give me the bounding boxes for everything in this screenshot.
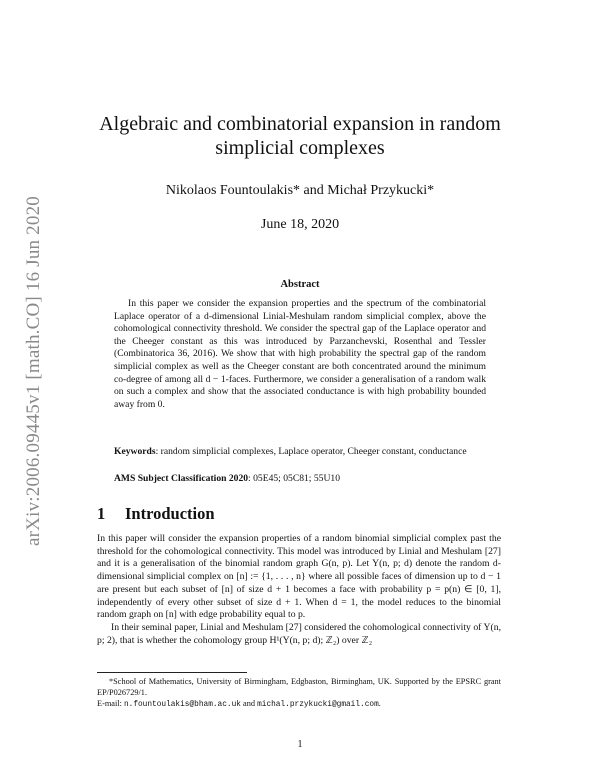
footnote-email: [97, 698, 501, 711]
ams-classification: [114, 473, 494, 486]
page-number: 1: [297, 739, 303, 750]
abstract-paragraph: In this paper we consider the expansion properties and the spectrum of the combinatorial Laplace operator of a d-dimensional Linial-Meshulam random simplicial complex, above the cohomological connectivity threshold. We consider the spectral gap of the Laplace operator and the Cheeger constant as this was introduced by Parzanchevski, Rosenthal and Tessler (Combinatorica 36, 2016). We show that with high probability the spectral gap of the random simplicial complex as well as the Cheeger constant are both concentrated around the minimum co-degree of among all d − 1-faces. Furthermore, we consider a generalisation of a random walk on such a complex and show that the associated conductance is with high probability bounded away from 0.: [114, 298, 486, 410]
abstract-body: [114, 298, 486, 411]
footnote-divider: [97, 672, 247, 673]
arxiv-identifier-stamp: [18, 176, 50, 566]
arxiv-identifier-text: arXiv:2006.09445v1 [math.CO] 16 Jun 2020: [23, 196, 44, 546]
title-line-1: Algebraic and combinatorial expansion in random: [99, 113, 501, 135]
ams-label: AMS Subject Classification 2020: [114, 473, 249, 484]
email-link-przykucki[interactable]: michal.przykucki@gmail.com: [257, 701, 379, 709]
footnote-email-prefix: E-mail:: [97, 699, 124, 708]
title-line-2: simplicial complexes: [215, 137, 385, 159]
keywords-label: Keywords: [114, 446, 156, 457]
keywords-line: [114, 446, 494, 459]
section-heading: [97, 504, 215, 524]
paper-title: [80, 112, 520, 160]
footnote-affiliation: *School of Mathematics, University of Birmingham, Edgbaston, Birmingham, UK. Supported by the EPSRC grant EP/P026729/1.: [97, 677, 501, 697]
footnote-email-suffix: .: [378, 699, 381, 708]
authors: Nikolaos Fountoulakis* and Michał Przykucki*: [165, 183, 435, 198]
intro-paragraph-2: In their seminal paper, Linial and Meshulam [27] considered the cohomological connectivity of Y(n, p; 2), that is whether the cohomology group H¹(Y(n, p; d); ℤ₂) over ℤ₂: [97, 621, 501, 646]
introduction-body: [97, 533, 501, 647]
section-title-text: Introduction: [125, 504, 215, 523]
intro-paragraph-1: In this paper will consider the expansion properties of a random binomial simplicial complex past the threshold for the cohomological connectivity. This model was introduced by Linial and Meshulam [27] and it is a generalisation of the binomial random graph G(n, p). Let Y(n, p; d) denote the random d-dimensional simplicial complex on [n] := {1, . . . , n} where all possible faces of dimension up to d − 1 are present but each subset of [n] of size d + 1 becomes a face with probability p = p(n) ∈ [0, 1], independently of every other subset of size d + 1. When d = 1, the model reduces to the binomial random graph on [n] with edge probability equal to p.: [97, 533, 501, 621]
footnotes: [97, 676, 501, 711]
email-link-fountoulakis[interactable]: n.fountoulakis@bham.ac.uk: [123, 701, 241, 709]
paper-date: June 18, 2020: [260, 217, 340, 232]
ams-text: : 05E45; 05C81; 55U10: [248, 473, 340, 484]
section-number: 1: [97, 504, 106, 523]
abstract-heading: Abstract: [280, 279, 320, 290]
keywords-text: : random simplicial complexes, Laplace operator, Cheeger constant, conductance: [155, 446, 467, 457]
footnote-email-and: and: [240, 699, 258, 708]
